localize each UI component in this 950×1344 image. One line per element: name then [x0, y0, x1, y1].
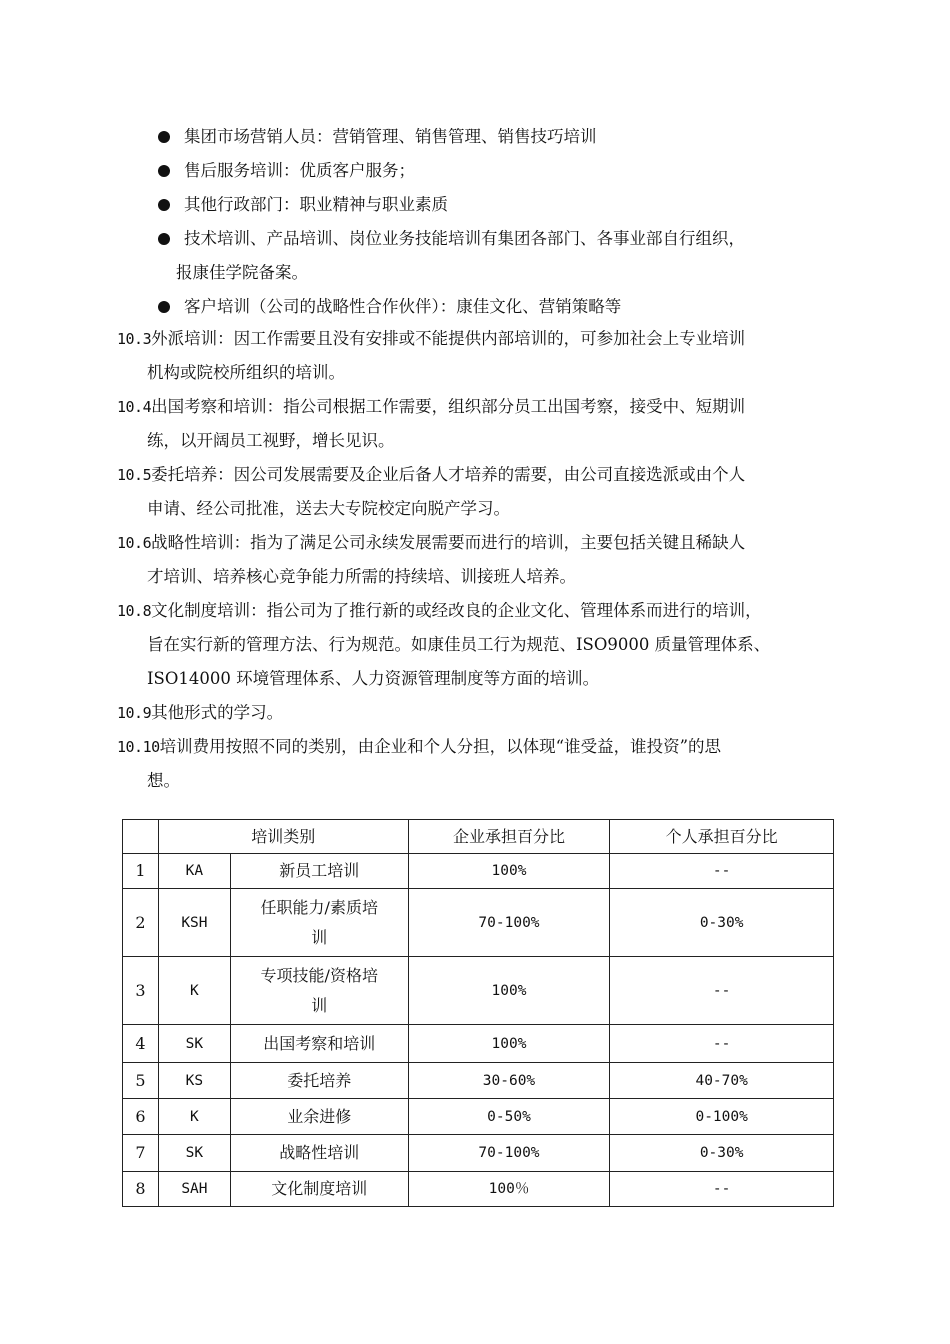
bullet-item: 售后服务培训：优质客户服务； — [158, 154, 848, 188]
header-company-share: 企业承担百分比 — [408, 820, 610, 854]
bullet-item: 客户培训（公司的战略性合作伙伴）：康佳文化、营销策略等 — [158, 290, 848, 324]
training-cost-table — [122, 819, 834, 1207]
bullet-list — [158, 120, 848, 324]
header-category: 培训类别 — [158, 820, 408, 854]
bullet-dot-icon — [158, 301, 170, 313]
section-10-9: 10.9 其他形式的学习。 — [117, 703, 284, 722]
bullet-item: 技术培训、产品培训、岗位业务技能培训有集团各部门、各事业部自行组织， — [158, 222, 848, 256]
table-row: 6 K 业余进修 0-50% 0-100% — [123, 1099, 834, 1135]
header-personal-share: 个人承担百分比 — [610, 820, 834, 854]
section-10-10: 10.10 培训费用按照不同的类别，由企业和个人分担，以体现“谁受益，谁投资”的思 想。 — [117, 737, 722, 790]
bullet-dot-icon — [158, 233, 170, 245]
bullet-continuation: 报康佳学院备案。 — [176, 263, 308, 282]
section-10-6: 10.6 战略性培训：指为了满足公司永续发展需要而进行的培训，主要包括关键且稀缺人 才培训、培养核心竞争能力所需的持续培、训接班人培养。 — [117, 533, 746, 586]
table-header-row — [123, 820, 834, 854]
section-list — [117, 322, 842, 798]
table-row: 2 KSH 任职能力/素质培训 70-100% 0-30% — [123, 889, 834, 957]
table-row: 1 KA 新员工培训 100% -- — [123, 854, 834, 889]
bullet-item: 其他行政部门：职业精神与职业素质 — [158, 188, 848, 222]
section-10-8: 10.8 文化制度培训：指公司为了推行新的或经改良的企业文化、管理体系而进行的培训， 旨在实行新的管理方法、行为规范。如康佳员工行为规范、ISO9000 质量管理体系、 ISO14000 环境管理体系、人力资源管理制度等方面的培训。 — [117, 601, 771, 688]
section-10-5: 10.5 委托培养：因公司发展需要及企业后备人才培养的需要，由公司直接选派或由个人 申请、经公司批准，送去大专院校定向脱产学习。 — [117, 465, 746, 518]
table-row: 8 SAH 文化制度培训 100％ -- — [123, 1172, 834, 1207]
bullet-item: 集团市场营销人员：营销管理、销售管理、销售技巧培训 — [158, 120, 848, 154]
table-row: 5 KS 委托培养 30-60% 40-70% — [123, 1063, 834, 1099]
header-blank — [123, 820, 159, 854]
table-row: 4 SK 出国考察和培训 100% -- — [123, 1025, 834, 1063]
bullet-dot-icon — [158, 165, 170, 177]
bullet-dot-icon — [158, 199, 170, 211]
section-10-3: 10.3 外派培训：因工作需要且没有安排或不能提供内部培训的，可参加社会上专业培训 机构或院校所组织的培训。 — [117, 329, 746, 382]
bullet-dot-icon — [158, 131, 170, 143]
section-10-4: 10.4 出国考察和培训：指公司根据工作需要，组织部分员工出国考察，接受中、短期训 练，以开阔员工视野，增长见识。 — [117, 397, 746, 450]
table-row: 3 K 专项技能/资格培训 100% -- — [123, 957, 834, 1025]
table-row: 7 SK 战略性培训 70-100% 0-30% — [123, 1135, 834, 1172]
